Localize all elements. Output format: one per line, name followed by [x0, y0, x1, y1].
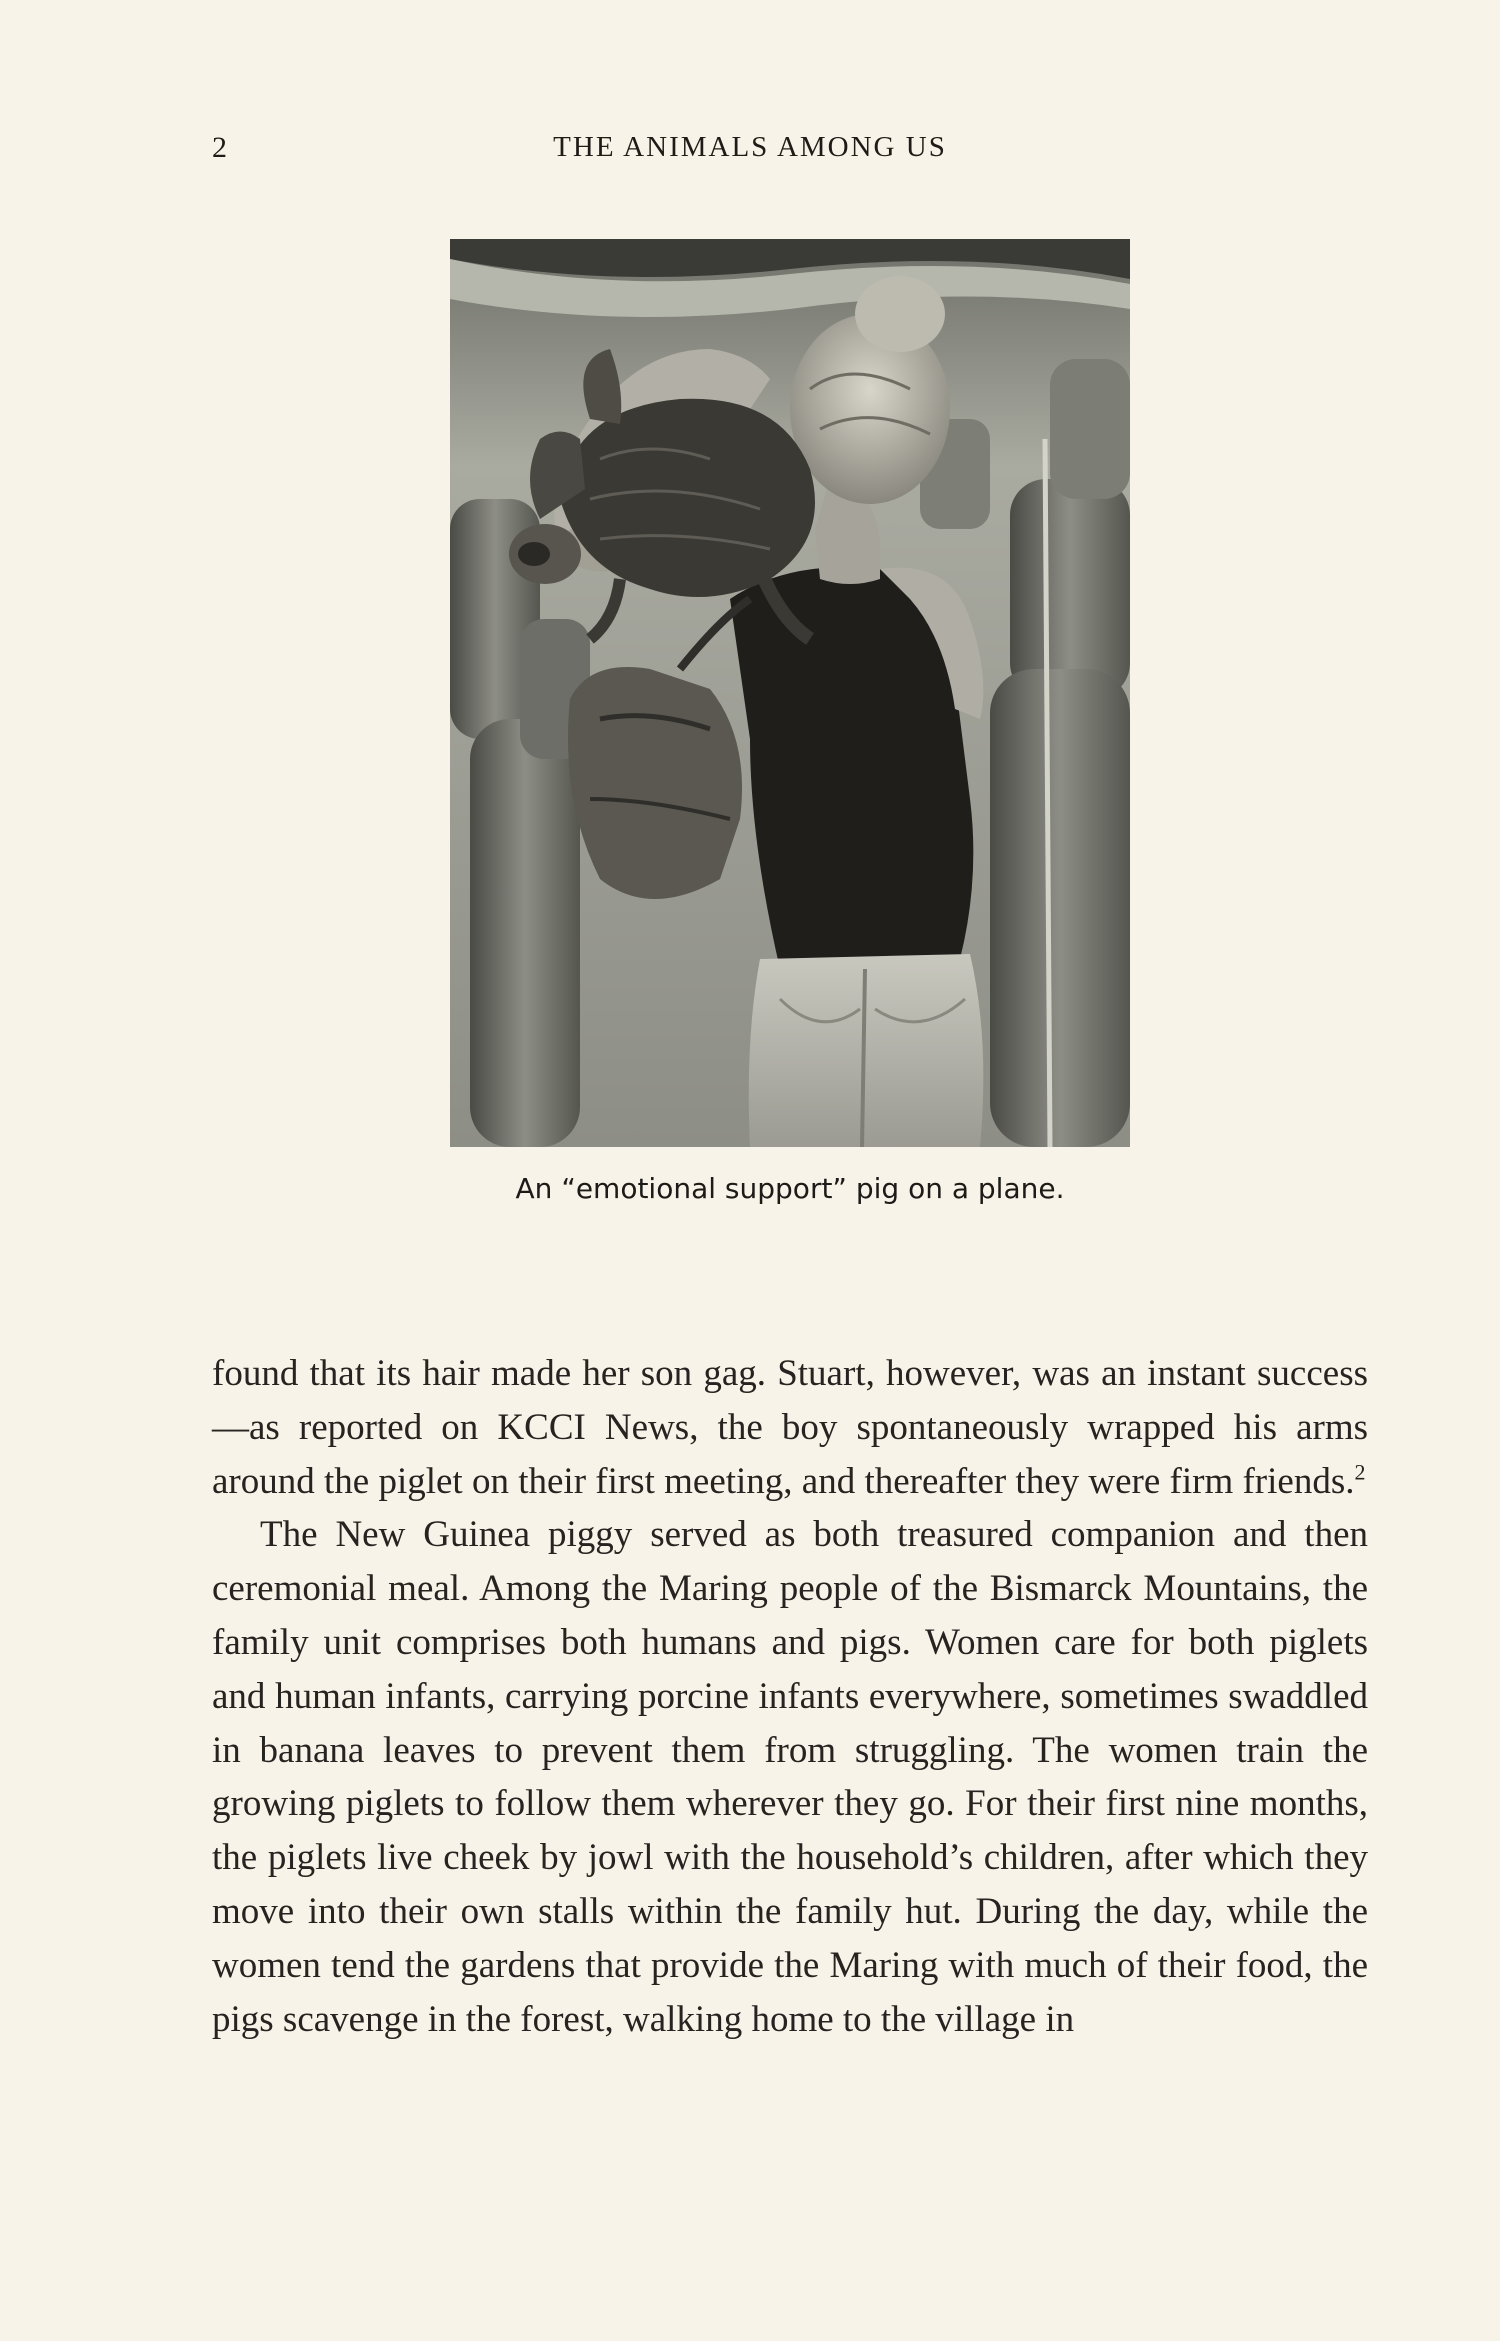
figure-caption: An “emotional support” pig on a plane. [515, 1172, 1065, 1205]
paragraph-1-text: found that its hair made her son gag. Stuart, however, was an instant success—as reported on KCCI News, the boy spontaneously wrapped his arms around the piglet on their first meeting, and thereafter they were firm friends. [212, 1353, 1368, 1502]
body-text [212, 1347, 1368, 2046]
photo-pig-on-plane [450, 239, 1130, 1147]
paragraph-1 [212, 1347, 1368, 1508]
paragraph-2 [212, 1508, 1368, 2046]
photo-illustration [450, 239, 1130, 1147]
page-number: 2 [212, 131, 228, 164]
running-title: THE ANIMALS AMONG US [553, 131, 947, 163]
footnote-ref-2: 2 [1354, 1459, 1366, 1485]
paragraph-2-text: The New Guinea piggy served as both treasured companion and then ceremonial meal. Among the Maring people of the Bismarck Mountains, the family unit comprises both humans and pigs. Women care for both piglets and human infants, carrying porcine infants everywhere, sometimes swaddled in banana leaves to prevent them from struggling. The women train the growing piglets to follow them wherever they go. For their first nine months, the piglets live cheek by jowl with the household’s children, after which they move into their own stalls within the family hut. During the day, while the women tend the gardens that provide the Maring with much of their food, the pigs scavenge in the forest, walking home to the village in [212, 1514, 1368, 2040]
